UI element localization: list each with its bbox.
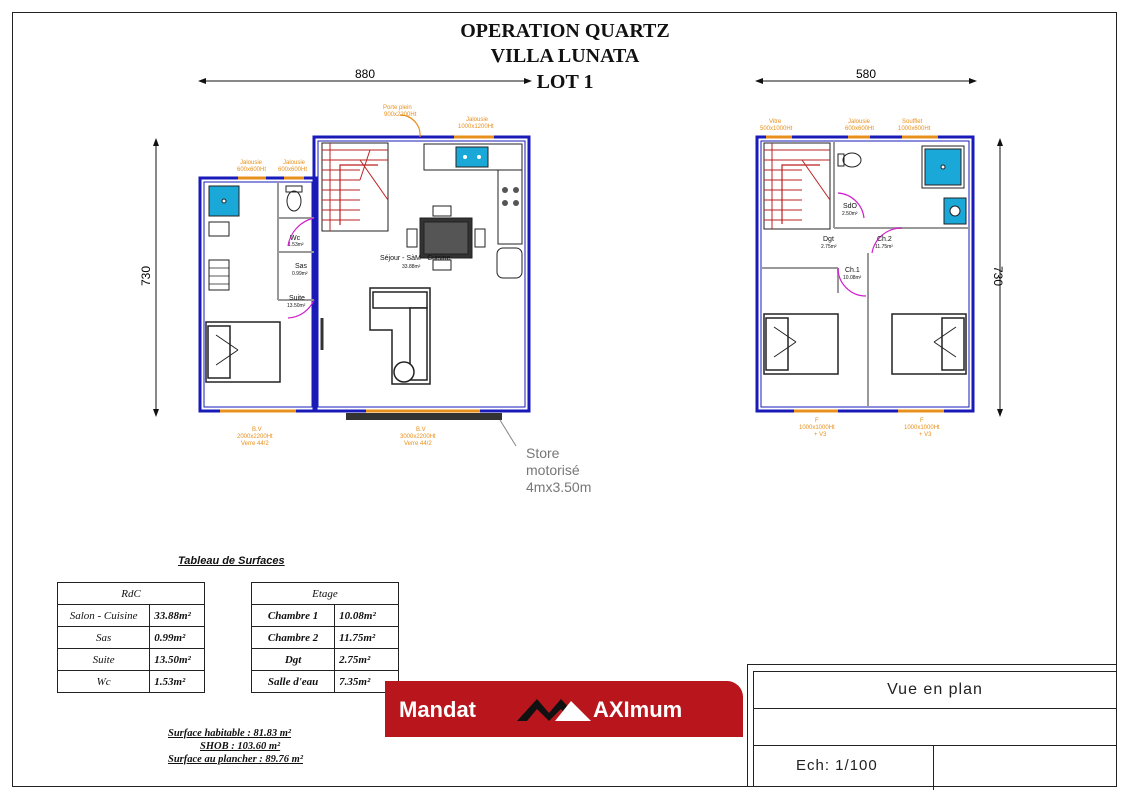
- extra-f2: + V3: [919, 432, 932, 438]
- dim-porte: 900x2200Ht: [384, 112, 417, 118]
- dim-jalousie-etage: 600x600Ht: [845, 126, 875, 132]
- label-jalousie-1: Jalousie: [240, 160, 263, 166]
- label-ch1: Ch.1: [845, 267, 860, 274]
- store-line-3: 4mx3.50m: [526, 479, 592, 495]
- table-row: [58, 605, 205, 627]
- dim-label-etage-width: 580: [855, 67, 877, 81]
- dim-f1: 1000x1000Ht: [799, 425, 835, 431]
- total-shob: SHOB : 103.60 m²: [200, 741, 281, 752]
- label-vitre: Vitre: [769, 119, 782, 125]
- dimension-rdc-width: [198, 67, 532, 84]
- store-note: [526, 445, 591, 496]
- area-sdo: 2.50m²: [842, 211, 858, 217]
- label-soufflet: Soufflet: [902, 119, 923, 125]
- table-row: [58, 671, 205, 693]
- rdc-sofa: [370, 288, 430, 384]
- title-block: [747, 664, 1117, 787]
- label-jalousie-cuisine: Jalousie: [466, 117, 489, 123]
- dimension-etage-height: [991, 138, 1005, 417]
- brand-text-1: Mandat: [399, 697, 476, 722]
- cell-value: 7.35m²: [335, 671, 399, 693]
- title-line-3: LOT 1: [536, 71, 594, 93]
- label-sdo: SdO: [843, 203, 858, 210]
- label-wc: Wc: [290, 235, 301, 242]
- dim-bv2: 3000x2200Ht: [400, 434, 436, 440]
- label-dgt: Dgt: [823, 236, 834, 243]
- label-jalousie-etage: Jalousie: [848, 119, 871, 125]
- table-rdc-header: RdC: [58, 583, 205, 605]
- cell-label: Dgt: [252, 649, 335, 671]
- surfaces-title: Tableau de Surfaces: [178, 555, 285, 567]
- dim-bv1: 2000x2200Ht: [237, 434, 273, 440]
- dimension-etage-width: [755, 67, 977, 84]
- etage-bed-1: [764, 314, 838, 374]
- dim-label-etage-height: 730: [991, 265, 1005, 287]
- scale-label: Ech: 1/100: [754, 746, 934, 790]
- cell-value: 13.50m²: [150, 649, 205, 671]
- title-line-2: VILLA LUNATA: [490, 45, 640, 67]
- label-suite: Suite: [289, 295, 305, 302]
- cell-label: Sas: [58, 627, 150, 649]
- dim-soufflet: 1000x600Ht: [898, 126, 931, 132]
- cell-label: Salle d'eau: [252, 671, 335, 693]
- label-jalousie-2: Jalousie: [283, 160, 306, 166]
- table-row: [252, 605, 399, 627]
- cell-value: 33.88m²: [150, 605, 205, 627]
- label-sas: Sas: [295, 263, 308, 270]
- cell-label: Chambre 2: [252, 627, 335, 649]
- cell-label: Salon - Cuisine: [58, 605, 150, 627]
- label-f1: F: [815, 418, 819, 424]
- label-f2: F: [920, 418, 924, 424]
- cell-label: Chambre 1: [252, 605, 335, 627]
- store-line-1: Store: [526, 445, 560, 461]
- area-ch2: 11.75m²: [875, 244, 893, 250]
- glass-bv2: Verre 44/2: [404, 441, 432, 447]
- view-label: Vue en plan: [754, 672, 1116, 709]
- etage-bed-2: [892, 314, 966, 374]
- area-wc: 1.53m²: [288, 242, 304, 248]
- store-leader-line: [500, 420, 516, 446]
- label-bv1: B.V: [252, 427, 262, 433]
- total-habitable: Surface habitable : 81.83 m²: [168, 728, 292, 739]
- table-row: [58, 627, 205, 649]
- label-bv2: B.V: [416, 427, 426, 433]
- store-blind: [346, 413, 502, 420]
- dim-jalousie-1: 600x600Ht: [237, 167, 267, 173]
- cell-label: Wc: [58, 671, 150, 693]
- area-suite: 13.50m²: [287, 303, 306, 309]
- brand-banner: [385, 681, 743, 737]
- label-sejour: Séjour - SàM - Cuisine: [380, 255, 451, 262]
- dimension-rdc-height: [139, 138, 159, 417]
- title-line-1: OPERATION QUARTZ: [460, 20, 670, 42]
- store-line-2: motorisé: [526, 462, 580, 478]
- rdc-bed: [206, 322, 280, 382]
- cell-value: 11.75m²: [335, 627, 399, 649]
- area-ch1: 10.08m²: [843, 275, 862, 281]
- table-etage-header: Etage: [252, 583, 399, 605]
- area-sas: 0.99m²: [292, 271, 308, 277]
- cell-value: 10.08m²: [335, 605, 399, 627]
- dim-jalousie-2: 600x600Ht: [278, 167, 308, 173]
- dim-label-rdc-height: 730: [139, 265, 153, 287]
- cell-value: 0.99m²: [150, 627, 205, 649]
- dim-vitre: 500x1000Ht: [760, 126, 793, 132]
- cell-value: 2.75m²: [335, 649, 399, 671]
- brand-text-2: AXImum: [593, 697, 683, 722]
- rdc-staircase: [322, 143, 388, 231]
- area-sejour: 33.88m²: [402, 264, 421, 270]
- table-rdc: [57, 582, 205, 693]
- surface-totals: [168, 727, 303, 766]
- cell-value: 1.53m²: [150, 671, 205, 693]
- rdc-bathroom: [209, 186, 302, 290]
- dim-label-rdc-width: 880: [354, 67, 376, 81]
- dim-jalousie-cuisine: 1000x1200Ht: [458, 124, 494, 130]
- table-row: [252, 649, 399, 671]
- total-plancher: Surface au plancher : 89.76 m²: [168, 754, 303, 765]
- area-dgt: 2.75m²: [821, 244, 837, 250]
- table-row: [252, 671, 399, 693]
- extra-f1: + V3: [814, 432, 827, 438]
- table-row: [252, 627, 399, 649]
- cell-label: Suite: [58, 649, 150, 671]
- label-ch2: Ch.2: [877, 236, 892, 243]
- table-row: [58, 649, 205, 671]
- brand-logo-icon: [515, 695, 593, 723]
- glass-bv1: Verre 44/2: [241, 441, 269, 447]
- dim-f2: 1000x1000Ht: [904, 425, 940, 431]
- table-etage: [251, 582, 399, 693]
- etage-staircase: [764, 143, 830, 229]
- label-porte: Porte plein: [383, 105, 412, 111]
